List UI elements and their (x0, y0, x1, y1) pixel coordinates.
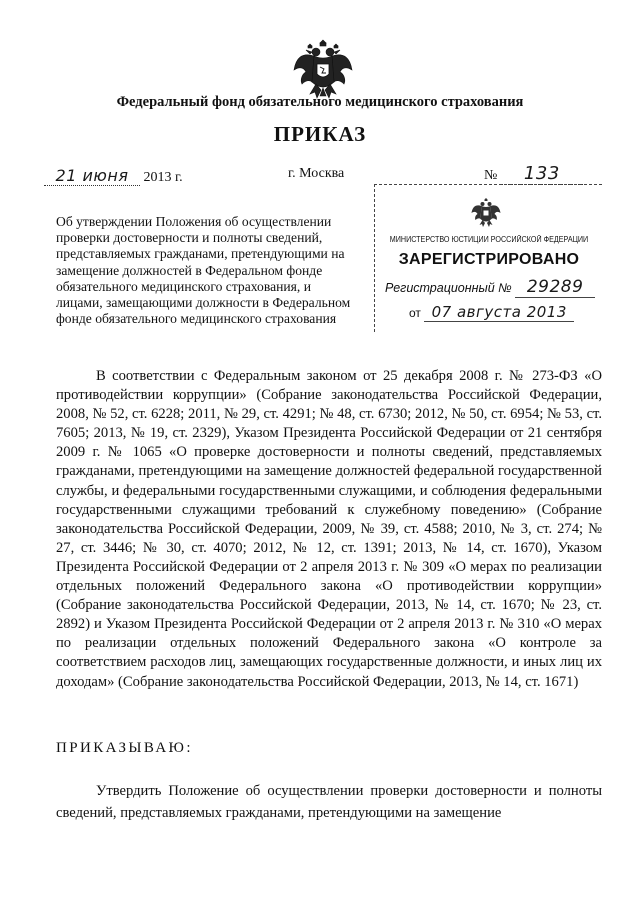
stamp-from-label: от (409, 306, 421, 320)
decision (56, 780, 602, 824)
subject-line: Об утверждении Положения об осуществлении (56, 214, 332, 229)
subject-line: замещение должностей в Федеральном фонде (56, 262, 323, 278)
number-label: № (484, 168, 498, 183)
order-number (484, 163, 583, 185)
fund-name: Федеральный фонд обязательного медицинского страхования (116, 94, 524, 110)
subject-line: лицами, замещающими должности в Федеральном (56, 295, 351, 311)
handwritten-number: 133 (501, 163, 583, 185)
stamp-registered: ЗАРЕГИСТРИРОВАНО (398, 251, 580, 268)
order-year: 2013 г. (143, 170, 183, 185)
stamp-registration-number (385, 277, 601, 298)
order-city: г. Москва (288, 166, 345, 181)
order-date (44, 166, 183, 186)
subject-line: представляемых гражданами, претендующими на (56, 246, 345, 262)
handwritten-reg-number: 29289 (515, 277, 595, 298)
handwritten-date: 21 июня (44, 166, 140, 186)
preamble-paragraph: В соответствии с Федеральным законом от 25 декабря 2008 г. № 273-ФЗ «О противодействии коррупции» (Собрание законодательства Российской Федерации, 2008, № 52, ст. 6228; 2011, № 29, ст. 4291; № 48, ст. 6730; 2012, № 50, ст. 6954; № 53, ст. 7605; 2013, № 19, ст. 2329), Указом Президента Российской Федерации от 21 сентября 2009 г. № 1065 «О проверке достоверности и полноты сведений, представляемых гражданами, претендующими на замещение должностей федеральной государственной службы, и федеральными государственными служащими, и соблюдения федеральными государственными служащими требований к служебному поведению» (Собрание законодательства Российской Федерации, 2009, № 39, ст. 4588; 2010, № 3, ст. 274; № 27, ст. 3446; № 30, ст. 4070; 2012, № 12, ст. 1391; 2013, № 14, ст. 1670), Указом Президента Российской Федерации от 2 апреля 2013 г. № 309 «О мерах по реализации отдельных положений Федерального закона «О противодействии коррупции» (Собрание законодательства Российской Федерации, 2013, № 14, ст. 1670; № 23, ст. 2892) и Указом Президента Российской Федерации от 2 апреля 2013 г. № 310 «О мерах по реализации отдельных положений Федерального закона «О контроле за соответствием расходов лиц, замещающих государственные должности, и иных лиц их доходам» (Собрание законодательства Российской Федерации, 2013, № 14, ст. 1671) (56, 368, 602, 690)
stamp-registration-date (409, 303, 574, 322)
coat-of-arms-emblem (292, 34, 354, 102)
decision-paragraph: Утвердить Положение об осуществлении проверки достоверности и полноты сведений, представляемых гражданами, претендующими на замещение (56, 783, 602, 821)
stamp-emblem-icon (470, 195, 502, 229)
stamp-reg-label: Регистрационный № (385, 281, 512, 295)
subject-line: фонде обязательного медицинского страхования (56, 311, 337, 327)
subject-line: проверки достоверности и полноты сведений, (56, 230, 323, 246)
order-subject (56, 214, 356, 327)
order-title: ПРИКАЗ (273, 122, 367, 146)
handwritten-reg-date: 07 августа 2013 (424, 303, 574, 322)
registration-stamp (374, 184, 602, 332)
stamp-ministry: МИНИСТЕРСТВО ЮСТИЦИИ РОССИЙСКОЙ ФЕДЕРАЦИИ (389, 235, 589, 244)
preamble (56, 367, 602, 692)
subject-line: обязательного медицинского страхования, и (56, 278, 311, 294)
order-word: ПРИКАЗЫВАЮ: (56, 740, 193, 756)
